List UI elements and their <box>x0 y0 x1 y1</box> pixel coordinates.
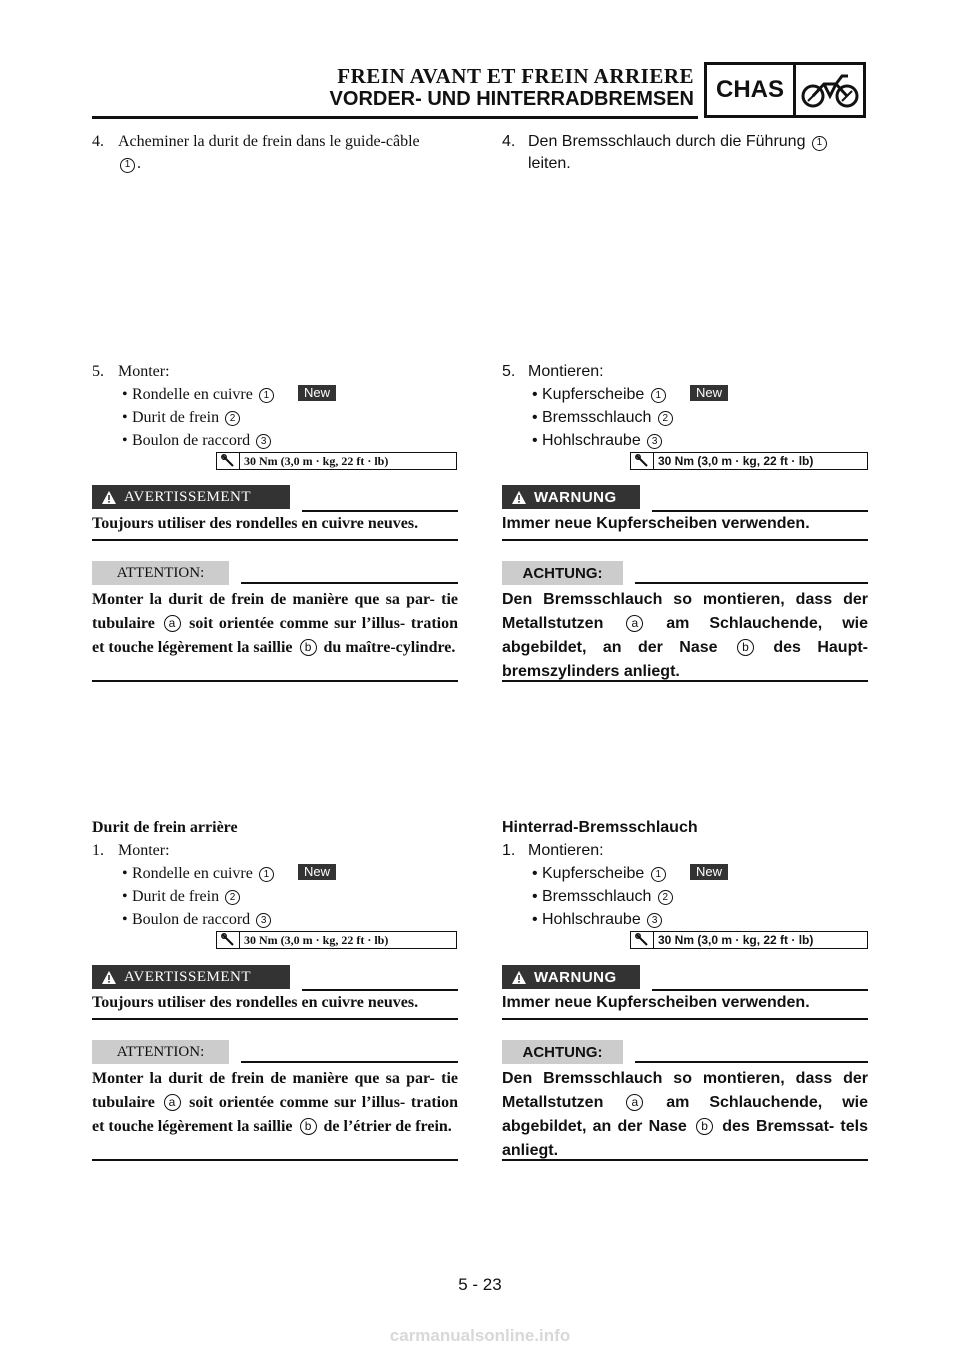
header-title-de: VORDER- UND HINTERRADBREMSEN <box>329 88 694 110</box>
divider <box>502 539 868 541</box>
ref-3: 3 <box>647 434 662 449</box>
warning-label <box>92 485 290 509</box>
list-item <box>502 908 868 931</box>
ref-1: 1 <box>812 136 827 151</box>
fr-step4-number: 4. <box>92 133 104 150</box>
warning-icon <box>512 491 526 504</box>
new-badge: New <box>298 864 336 880</box>
torque-value: 30 Nm (3,0 m · kg, 22 ft · lb) <box>658 933 814 947</box>
divider <box>92 539 458 541</box>
attention-text-a: Den Bremsschlauch so montieren, dass der Metallstutzen <box>502 1070 868 1111</box>
attention-text-a: Monter la durit de frein de manière que sa par- tie tubulaire <box>92 591 458 632</box>
ref-2: 2 <box>658 411 673 426</box>
list-item <box>502 383 868 406</box>
attention-text-a: Monter la durit de frein de manière que sa par- tie tubulaire <box>92 1070 458 1111</box>
section-code: CHAS <box>707 65 796 115</box>
divider <box>502 1159 868 1161</box>
attention-text-a: Den Bremsschlauch so montieren, dass der Metallstutzen <box>502 591 868 632</box>
ref-1: 1 <box>120 158 135 173</box>
warning-label <box>92 965 290 989</box>
ref-a: a <box>164 615 181 632</box>
fr-item-text: Durit de frein <box>132 888 220 905</box>
ref-a: a <box>626 615 643 632</box>
de-rear-step1-title: Montieren: <box>528 842 604 859</box>
fr-step5-title: Monter: <box>118 363 170 380</box>
torque-value: 30 Nm (3,0 m · kg, 22 ft · lb) <box>244 453 389 468</box>
list-item <box>502 862 868 885</box>
attention-text <box>92 1067 458 1139</box>
ref-a: a <box>626 1094 643 1111</box>
attention-text-b: am Schlauchende, wie abgebildet, an der Nase <box>502 615 868 656</box>
ref-1: 1 <box>651 867 666 882</box>
wrench-icon <box>217 453 240 469</box>
ref-1: 1 <box>259 388 274 403</box>
de-step4-end: leiten. <box>528 155 571 172</box>
list-item <box>92 383 458 406</box>
list-item <box>502 429 868 452</box>
attention-text <box>502 588 868 684</box>
wrench-icon <box>631 453 654 469</box>
de-item-text: Bremsschlauch <box>542 409 652 426</box>
ref-2: 2 <box>658 890 673 905</box>
wrench-icon <box>631 932 654 948</box>
de-item-text: Kupferscheibe <box>542 865 645 882</box>
warning-label-text: AVERTISSEMENT <box>124 488 251 505</box>
attention-text-c: des Haupt- bremszylinders anliegt. <box>502 639 868 680</box>
fr-rear-list <box>92 862 458 931</box>
torque-spec <box>630 931 868 949</box>
fr-item-text: Durit de frein <box>132 409 220 426</box>
divider <box>241 1061 458 1063</box>
warning-text: Toujours utiliser des rondelles en cuivre neuves. <box>92 994 419 1011</box>
warning-text: Immer neue Kupferscheiben verwenden. <box>502 994 810 1011</box>
list-item <box>92 908 458 931</box>
de-item-text: Bremsschlauch <box>542 888 652 905</box>
warning-label-text: AVERTISSEMENT <box>124 968 251 985</box>
de-step5 <box>502 361 868 383</box>
de-item-text: Kupferscheibe <box>542 386 645 403</box>
de-rear-title: Hinterrad-Bremsschlauch <box>502 819 698 836</box>
warning-label-text: WARNUNG <box>534 488 617 506</box>
header-rule <box>92 116 698 119</box>
de-rear-list <box>502 862 868 931</box>
ref-1: 1 <box>651 388 666 403</box>
new-badge: New <box>690 864 728 880</box>
warning-icon <box>102 491 116 504</box>
de-item-text: Hohlschraube <box>542 432 641 449</box>
de-step4 <box>502 131 868 175</box>
motorcycle-icon <box>796 65 863 115</box>
ref-1: 1 <box>259 867 274 882</box>
fr-item-text: Rondelle en cuivre <box>132 386 253 403</box>
de-step4-text: Den Bremsschlauch durch die Führung <box>528 133 806 150</box>
fr-rear-step1-title: Monter: <box>118 842 170 859</box>
divider <box>502 1018 868 1020</box>
ref-b: b <box>300 639 317 656</box>
de-step5-list <box>502 383 868 452</box>
fr-step4-text: Acheminer la durit de frein dans le guide-câble <box>118 133 420 150</box>
list-item <box>92 862 458 885</box>
ref-b: b <box>696 1118 713 1135</box>
warning-text: Immer neue Kupferscheiben verwenden. <box>502 515 810 532</box>
torque-value: 30 Nm (3,0 m · kg, 22 ft · lb) <box>658 454 814 468</box>
new-badge: New <box>690 385 728 401</box>
fr-step5 <box>92 361 458 383</box>
ref-a: a <box>164 1094 181 1111</box>
ref-3: 3 <box>647 913 662 928</box>
list-item <box>502 406 868 429</box>
fr-step4-end: . <box>137 155 141 172</box>
fr-item-text: Boulon de raccord <box>132 911 251 928</box>
ref-3: 3 <box>256 434 271 449</box>
wrench-icon <box>217 932 240 948</box>
list-item <box>92 429 458 452</box>
divider <box>92 680 458 682</box>
attention-label: ACHTUNG: <box>502 1040 623 1064</box>
divider <box>92 1159 458 1161</box>
attention-label: ATTENTION: <box>92 1040 229 1064</box>
ref-2: 2 <box>225 411 240 426</box>
divider <box>241 582 458 584</box>
de-step5-title: Montieren: <box>528 363 604 380</box>
fr-item-text: Rondelle en cuivre <box>132 865 253 882</box>
new-badge: New <box>298 385 336 401</box>
fr-rear-step1-number: 1. <box>92 842 104 859</box>
page-number: 5 - 23 <box>458 1275 502 1294</box>
fr-step5-list <box>92 383 458 452</box>
attention-text-c: de l’étrier de frein. <box>323 1118 452 1135</box>
section-badge <box>704 62 866 118</box>
attention-text-b: soit orientée comme sur l’illus- tration et touche légèrement la saillie <box>92 615 459 656</box>
watermark: carmanualsonline.info <box>389 1326 571 1345</box>
torque-value: 30 Nm (3,0 m · kg, 22 ft · lb) <box>244 932 389 947</box>
list-item <box>502 885 868 908</box>
de-item-text: Hohlschraube <box>542 911 641 928</box>
de-step4-number: 4. <box>502 133 516 150</box>
ref-3: 3 <box>256 913 271 928</box>
torque-spec <box>630 452 868 470</box>
attention-text-c: des Bremssat- tels anliegt. <box>502 1118 868 1159</box>
fr-item-text: Boulon de raccord <box>132 432 251 449</box>
attention-text-b: am Schlauchende, wie abgebildet, an der Nase <box>502 1094 868 1135</box>
divider <box>635 582 868 584</box>
attention-text-b: soit orientée comme sur l’illus- tration et touche légèrement la saillie <box>92 1094 459 1135</box>
attention-text <box>92 588 458 660</box>
header-title-fr: FREIN AVANT ET FREIN ARRIERE <box>337 64 694 88</box>
warning-icon <box>102 971 116 984</box>
warning-icon <box>512 971 526 984</box>
attention-text-c: du maître-cylindre. <box>323 639 456 656</box>
divider <box>635 1061 868 1063</box>
fr-rear-title: Durit de frein arrière <box>92 819 238 836</box>
ref-b: b <box>300 1118 317 1135</box>
divider <box>502 680 868 682</box>
warning-label <box>502 965 640 989</box>
attention-text <box>502 1067 868 1163</box>
warning-label-text: WARNUNG <box>534 968 617 986</box>
fr-step4 <box>92 131 458 175</box>
attention-label: ATTENTION: <box>92 561 229 585</box>
torque-spec <box>216 452 457 470</box>
divider <box>92 1018 458 1020</box>
fr-rear-step1 <box>92 840 458 862</box>
fr-step5-number: 5. <box>92 363 104 380</box>
warning-label <box>502 485 640 509</box>
ref-b: b <box>737 639 754 656</box>
list-item <box>92 406 458 429</box>
de-rear-step1 <box>502 840 868 862</box>
ref-2: 2 <box>225 890 240 905</box>
warning-text: Toujours utiliser des rondelles en cuivre neuves. <box>92 515 419 532</box>
attention-label: ACHTUNG: <box>502 561 623 585</box>
de-step5-number: 5. <box>502 363 516 380</box>
list-item <box>92 885 458 908</box>
torque-spec <box>216 931 457 949</box>
de-rear-step1-number: 1. <box>502 842 516 859</box>
